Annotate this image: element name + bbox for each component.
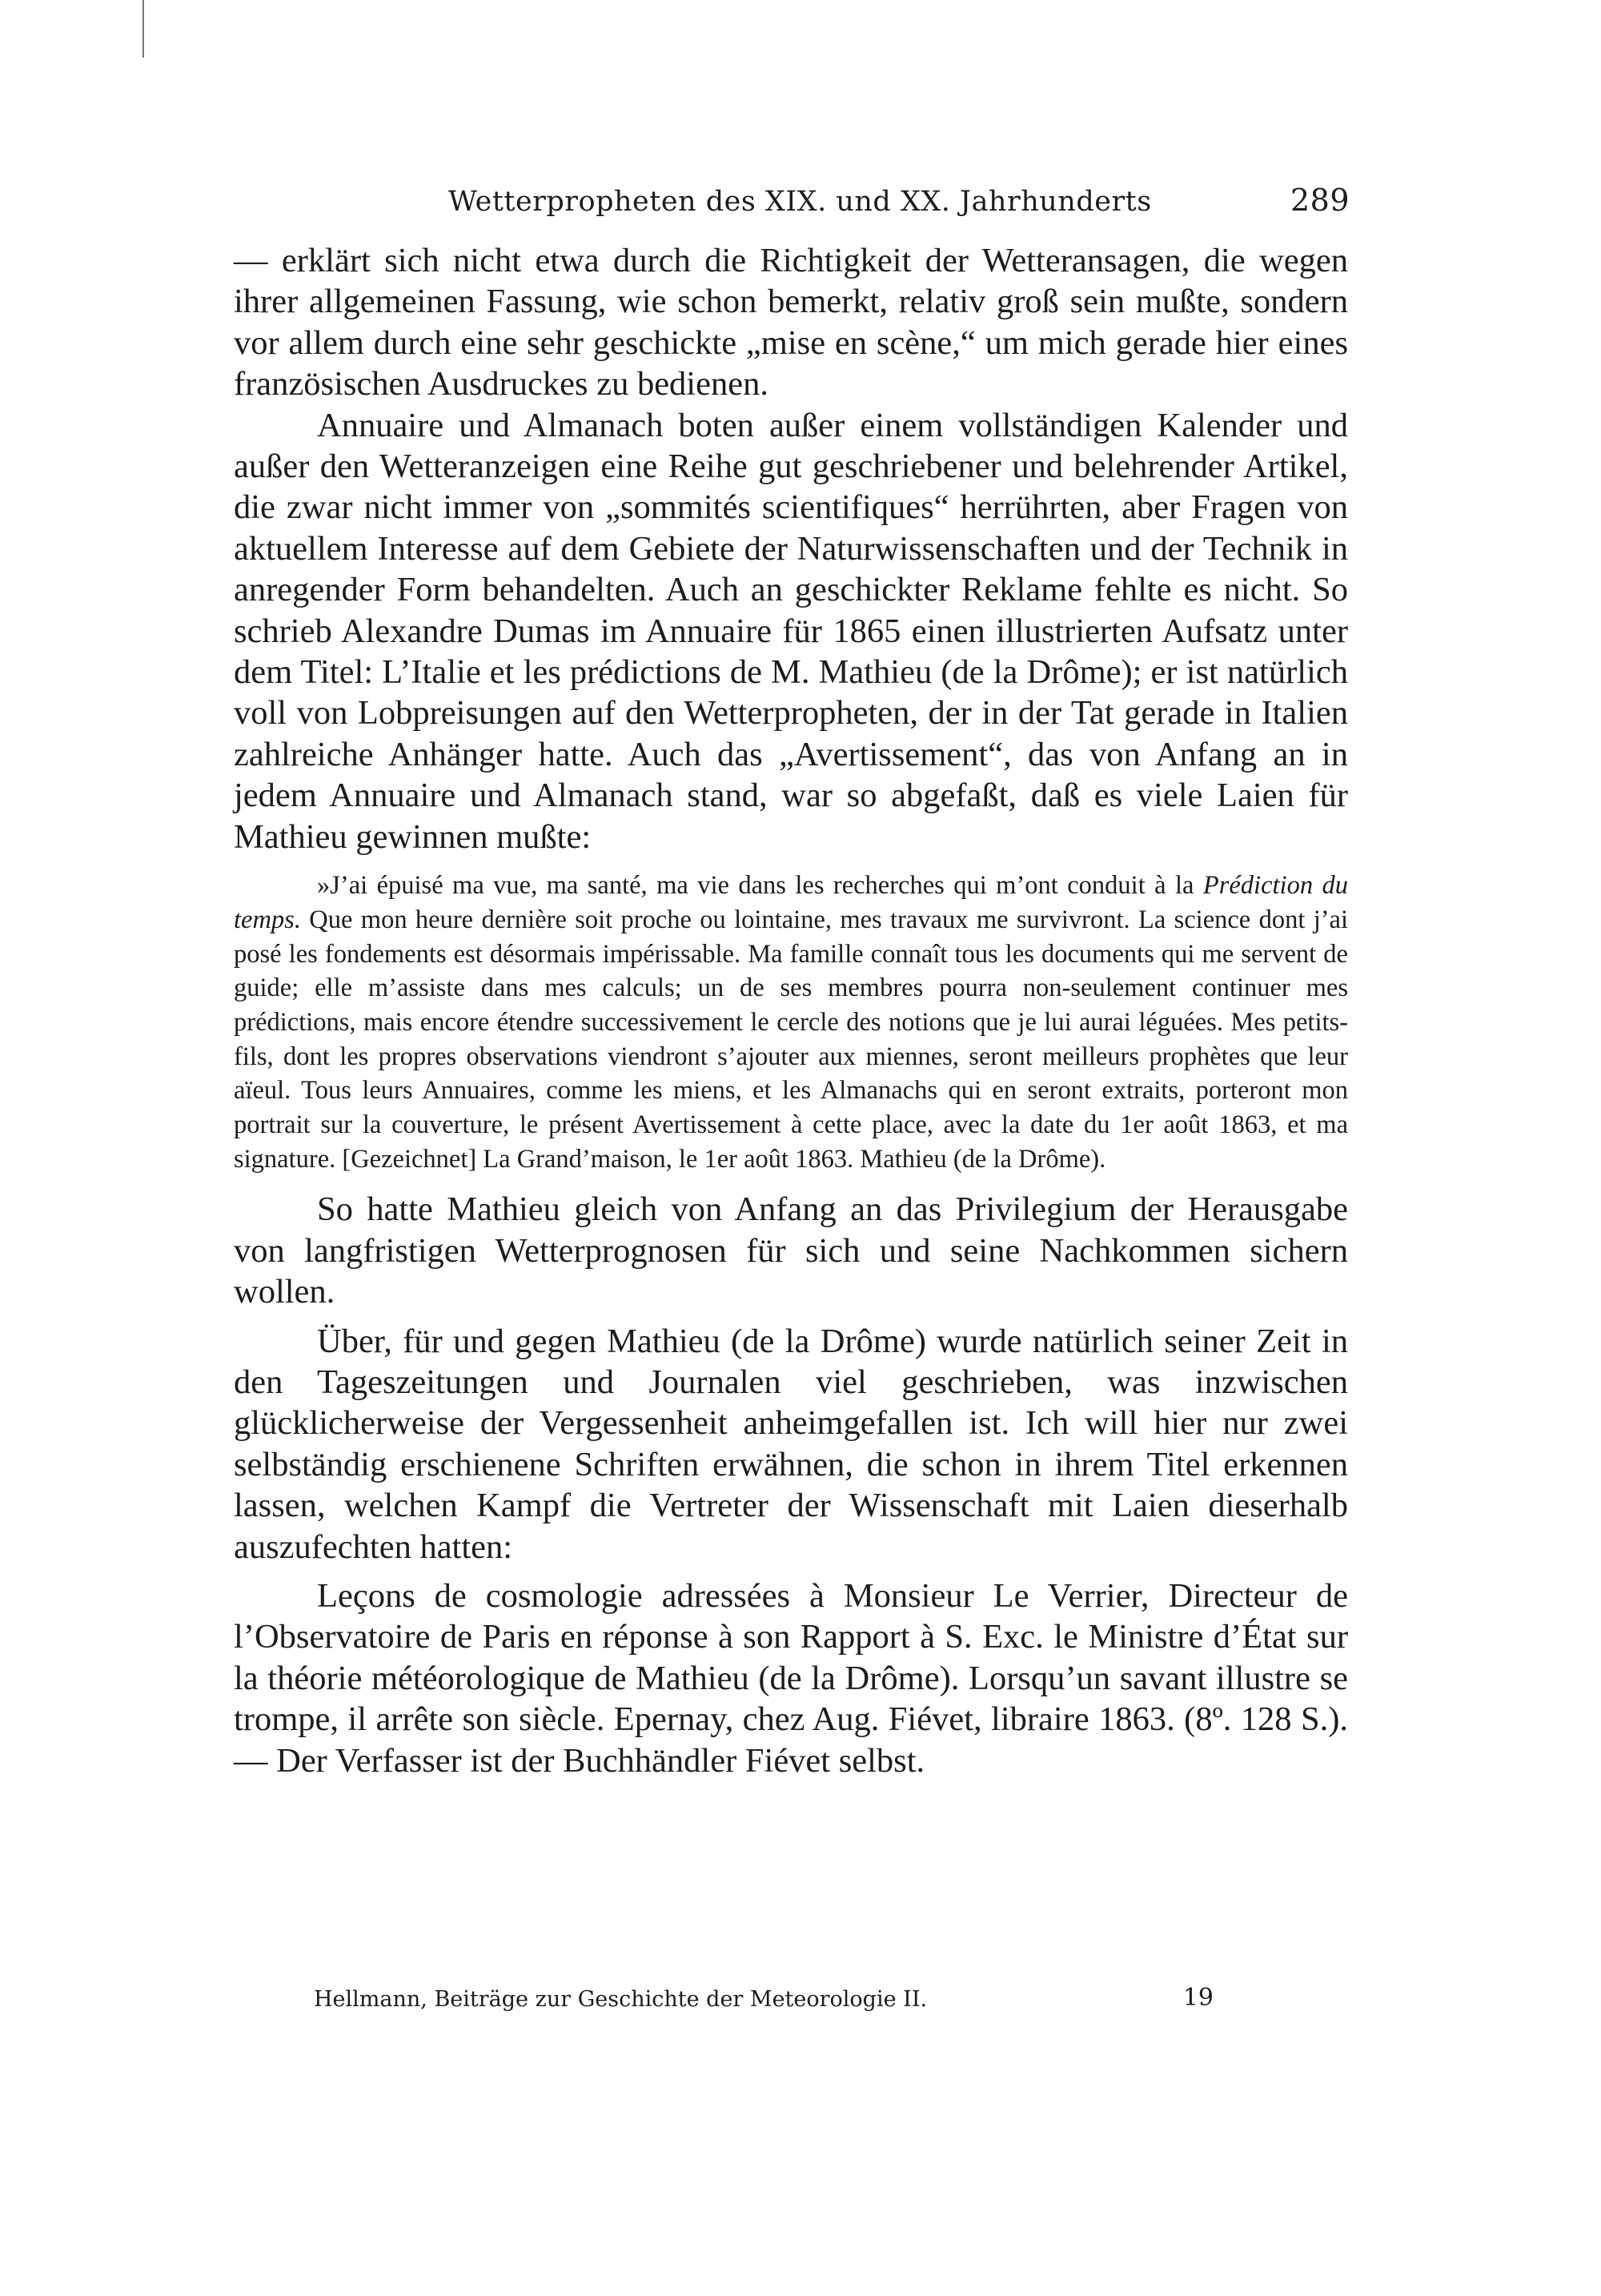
paragraph: Über, für und gegen Mathieu (de la Drôme) wurde natürlich seiner Zeit in den Tageszeitungen und Journalen viel geschrieben, was inzwischen glücklicherweise der Vergessenheit anheimgefallen ist. Ich will hier nur zwei selbständig erschienene Schriften erwähnen, die schon in ihrem Titel erkennen lassen, welchen Kampf die Vertreter der Wissenschaft mit Laien dieserhalb auszufechten hatten: <box>234 1322 1348 1566</box>
running-title: Wetterpropheten des XIX. und XX. Jahrhunderts <box>448 186 1152 218</box>
block-quote <box>234 869 1348 1176</box>
paragraph: Annuaire und Almanach boten außer einem vollständigen Kalender und außer den Wetteranzeigen eine Reihe gut geschriebener und belehrender Artikel, die zwar nicht immer von „sommités scientifiques“ herrührten, aber Fragen von aktuellem Interesse auf dem Gebiete der Naturwissenschaften und der Technik in anregender Form behandelten. Auch an geschickter Reklame fehlte es nicht. So schrieb Alexandre Dumas im Annuaire für 1865 einen illustrierten Aufsatz unter dem Titel: L’Italie et les prédictions de M. Mathieu (de la Drôme); er ist natürlich voll von Lobpreisungen auf den Wetterpropheten, der in der Tat gerade in Italien zahlreiche Anhänger hatte. Auch das „Avertissement“, das von Anfang an in jedem Annuaire und Almanach stand, war so abgefaßt, daß es viele Laien für Mathieu gewinnen mußte: <box>234 406 1348 856</box>
quote-emphasis: Prédiction du temps. <box>234 871 1348 934</box>
signature-mark: 19 <box>1182 1984 1214 2012</box>
page-header <box>232 179 1350 227</box>
paragraph: Leçons de cosmologie adressées à Monsieur Le Verrier, Directeur de l’Observatoire de Paris en réponse à son Rapport à S. Exc. le Ministre d’État sur la théorie météorologique de Mathieu (de la Drôme). Lorsqu’un savant illustre se trompe, il arrête son siècle. Epernay, chez Aug. Fiévet, libraire 1863. (8º. 128 S.). — Der Verfasser ist der Buchhändler Fiévet selbst. <box>234 1577 1348 1780</box>
page-footer <box>314 1984 1214 2019</box>
paragraph: — erklärt sich nicht etwa durch die Richtigkeit der Wetteransagen, die wegen ihrer allgemeinen Fassung, wie schon bemerkt, relativ groß sein mußte, sondern vor allem durch eine sehr geschickte „mise en scène,“ um mich gerade hier eines französischen Ausdruckes zu bedienen. <box>234 242 1348 403</box>
footer-citation: Hellmann, Beiträge zur Geschichte der Meteorologie II. <box>314 1987 928 2012</box>
main-text <box>234 240 1348 1781</box>
quote-text <box>234 869 1348 1176</box>
scan-edge-line <box>142 0 144 58</box>
page-number: 289 <box>1290 183 1350 218</box>
quote-before: »J’ai épuisé ma vue, ma santé, ma vie dans les recherches qui m’ont conduit à la <box>317 871 1203 901</box>
paragraph: So hatte Mathieu gleich von Anfang an das Privilegium der Herausgabe von langfristigen Wetterprognosen für sich und seine Nachkommen sichern wollen. <box>234 1190 1348 1311</box>
quote-after: Que mon heure dernière soit proche ou lointaine, mes travaux me survivront. La science dont j’ai posé les fondements est désormais impérissable. Ma famille connaît tous les documents qui me servent de guide; elle m’assiste dans mes calculs; un de ses membres pourra non-seulement continuer mes prédictions, mais encore étendre successivement le cercle des notions que je lui aurai léguées. Mes petits-fils, dont les propres observations viendront s’ajouter aux miennes, seront meilleurs prophètes que leur aïeul. Tous leurs Annuaires, comme les miens, et les Almanachs qui en seront extraits, porteront mon portrait sur la couverture, le présent Avertissement à cette place, avec la date du 1er août 1863, et ma signature. [Gezeichnet] La Grand’maison, le 1er août 1863. Mathieu (de la Drôme). <box>234 905 1348 1174</box>
